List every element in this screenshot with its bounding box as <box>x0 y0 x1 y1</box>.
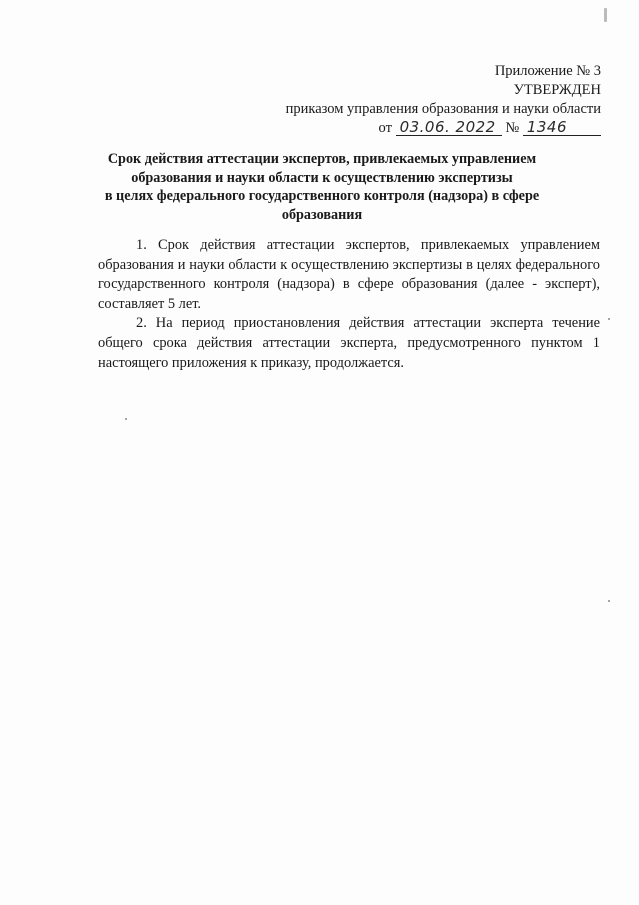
approved-label: УТВЕРЖДЕН <box>513 82 601 98</box>
appendix-label: Приложение № 3 <box>494 63 601 79</box>
title-line: образования <box>281 206 363 223</box>
document-title <box>88 150 556 224</box>
handwritten-date: 03.06. 2022 <box>396 119 502 136</box>
paragraph-2: 2. На период приостановления действия аттестации эксперта течение общего срока действия аттестации эксперта, предусмотренного пунктом 1 настоящего приложения к приказу, продолжается. <box>98 315 600 371</box>
handwritten-number: 1346 <box>523 119 601 136</box>
scan-speck <box>608 600 610 602</box>
order-issuer: приказом управления образования и науки области <box>285 101 601 117</box>
document-body <box>98 236 600 373</box>
approval-block <box>241 62 601 138</box>
title-line: в целях федерального государственного контроля (надзора) в сфере <box>104 188 540 205</box>
number-label: № <box>505 120 520 136</box>
from-label: от <box>378 120 392 136</box>
paragraph-1: 1. Срок действия аттестации экспертов, привлекаемых управлением образования и науки области к осуществлению экспертизы в целях федерального государственного контроля (надзора) в сфере образования (далее - эксперт), составляет 5 лет. <box>98 237 600 312</box>
title-line: Срок действия аттестации экспертов, привлекаемых управлением <box>107 151 537 167</box>
order-date-number-line <box>241 119 601 138</box>
scan-mark <box>604 8 607 22</box>
title-line: образования и науки области к осуществлению экспертизы <box>131 169 513 186</box>
scan-speck <box>125 418 127 420</box>
scan-speck <box>608 318 610 320</box>
